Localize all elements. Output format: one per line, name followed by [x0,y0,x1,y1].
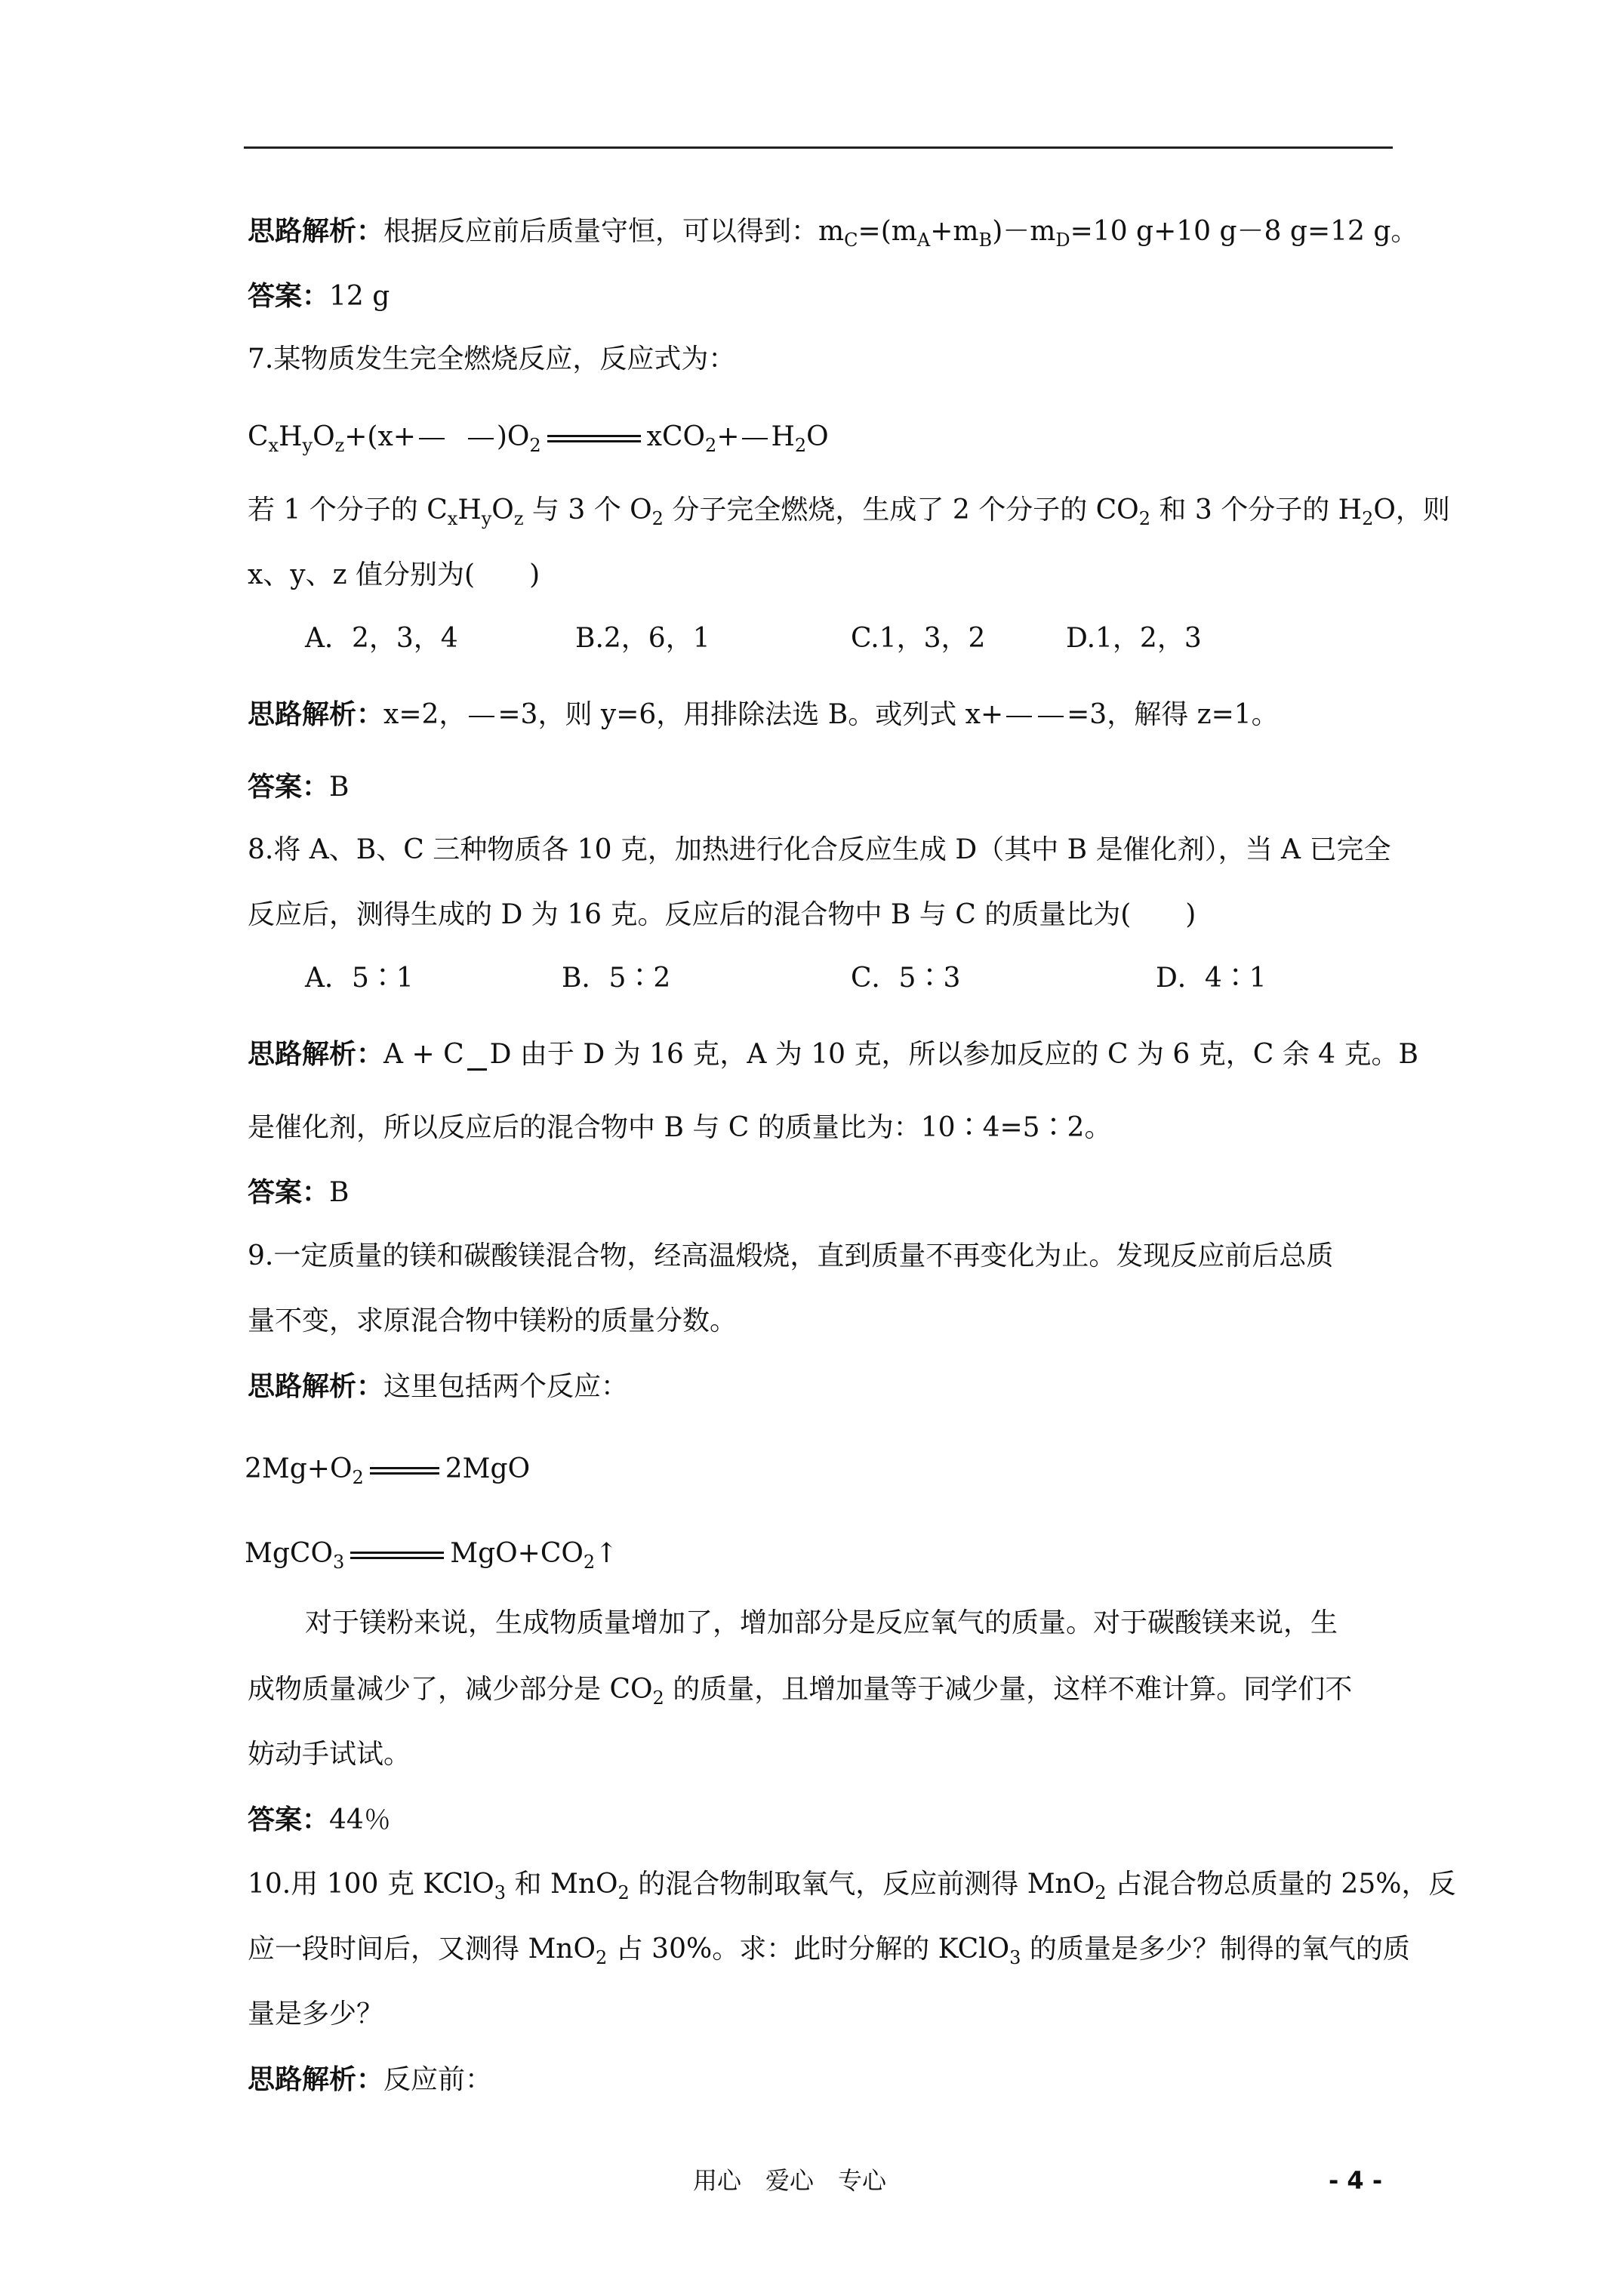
line-equation-combustion: $C_xH_yO_z+(x+ )O_2$ $xCO_2+ H_2O$ [248,421,829,456]
line-answer-6: 答案：12 g [248,280,390,312]
equals-sign [370,1467,439,1475]
fraction-bar [419,438,445,439]
line-solution-6: 思路解析：根据反应前后质量守恒，可以得到：$m_C=(m_A+m_B)-m_D=10$ g+10 g－8 g=12 g。 [248,215,1418,251]
header-rule [244,146,1393,149]
line-question-8-end: 反应后，测得生成的 D 为 16 克。反应后的混合物中 B 与 C 的质量比为( ) [248,899,1196,930]
line-equation-mgco3: MgCO$_3$ $MgO+CO_2↑$ [245,1538,618,1573]
line-solution-8: 思路解析：A + C D 由于 D 为 16 克，A 为 10 克，所以参加反应的 C 为 6 克，C 余 4 克。B [248,1038,1418,1070]
option-b: B．5∶2 [562,963,671,994]
line-solution-9: 思路解析：这里包括两个反应： [248,1370,629,1402]
footer-slogan: 用心 爱心 专心 [693,2166,887,2195]
option-a: A．5∶1 [305,963,414,994]
option-c: C．5∶3 [851,963,961,994]
line-answer-7: 答案：B [248,771,350,803]
line-question-10-2: 应一段时间后，又测得 MnO$_2$ 占 30%。求：此时分解的 KClO$_3$ 的质量是多少？制得的氧气的质 [248,1934,1410,1968]
page-number: - 4 - [1329,2166,1383,2195]
option-d: D．4∶1 [1156,963,1267,994]
label: 思路解析： [248,215,384,247]
line-equation-mg: $2Mg+O_2$ 2MgO [245,1453,531,1488]
line-question-7: 7.某物质发生完全燃烧反应，反应式为： [248,344,736,374]
fraction-bar [469,716,494,717]
option-b: B.2，6，1 [575,623,710,654]
line-solution-10: 思路解析：反应前： [248,2063,493,2095]
line-question-10: 10.用 100 克 KClO$_3$ 和 MnO$_2$ 的混合物制取氧气，反应前测得 MnO$_2$ 占混合物总质量的 25%，反 [248,1869,1456,1903]
fraction-bar [1038,716,1064,717]
fraction-bar [468,438,494,439]
line-question-7-body: 若 1 个分子的 $C_xH_yO_z$ 与 3 个 $O_2$ 分子完全燃烧，生成了 2 个分子的 $CO_2$ 和 3 个分子的 $H_2O$，则 [248,495,1450,529]
line-question-7-end: x、y、z 值分别为( ) [248,559,540,590]
reaction-bar [467,1068,487,1071]
line-answer-8: 答案：B [248,1176,350,1208]
line-question-10-3: 量是多少？ [248,1999,384,2029]
line-question-8: 8.将 A、B、C 三种物质各 10 克，加热进行化合反应生成 D（其中 B 是催化剂），当 A 已完全 [248,834,1391,865]
fraction-bar [1006,716,1032,717]
line-solution-7: 思路解析：x=2， =3，则 y=6，用排除法选 B。或列式 x+ =3，解得 z=1。 [248,698,1279,730]
gas-arrow-icon: ↑ [595,1538,618,1569]
option-a: A．2，3，4 [305,623,458,654]
option-d: D.1，2，3 [1066,623,1202,654]
option-c: C.1，3，2 [851,623,986,654]
fraction-bar [742,438,768,439]
line-answer-9: 答案：44％ [248,1804,391,1835]
line-explanation-2: 成物质量减少了，减少部分是 $CO_2$ 的质量，且增加量等于减少量，这样不难计算。同学们不 [248,1674,1353,1709]
line-solution-8-end: 是催化剂，所以反应后的混合物中 B 与 C 的质量比为：10∶4=5∶2。 [248,1112,1112,1143]
line-explanation: 对于镁粉来说，生成物质量增加了，增加部分是反应氧气的质量。对于碳酸镁来说，生 [305,1607,1338,1638]
line-explanation-3: 妨动手试试。 [248,1739,411,1770]
equals-sign [547,435,641,442]
line-question-9-end: 量不变，求原混合物中镁粉的质量分数。 [248,1305,738,1336]
line-question-9: 9.一定质量的镁和碳酸镁混合物，经高温煅烧，直到质量不再变化为止。发现反应前后总质 [248,1240,1334,1271]
equals-sign [350,1552,444,1559]
